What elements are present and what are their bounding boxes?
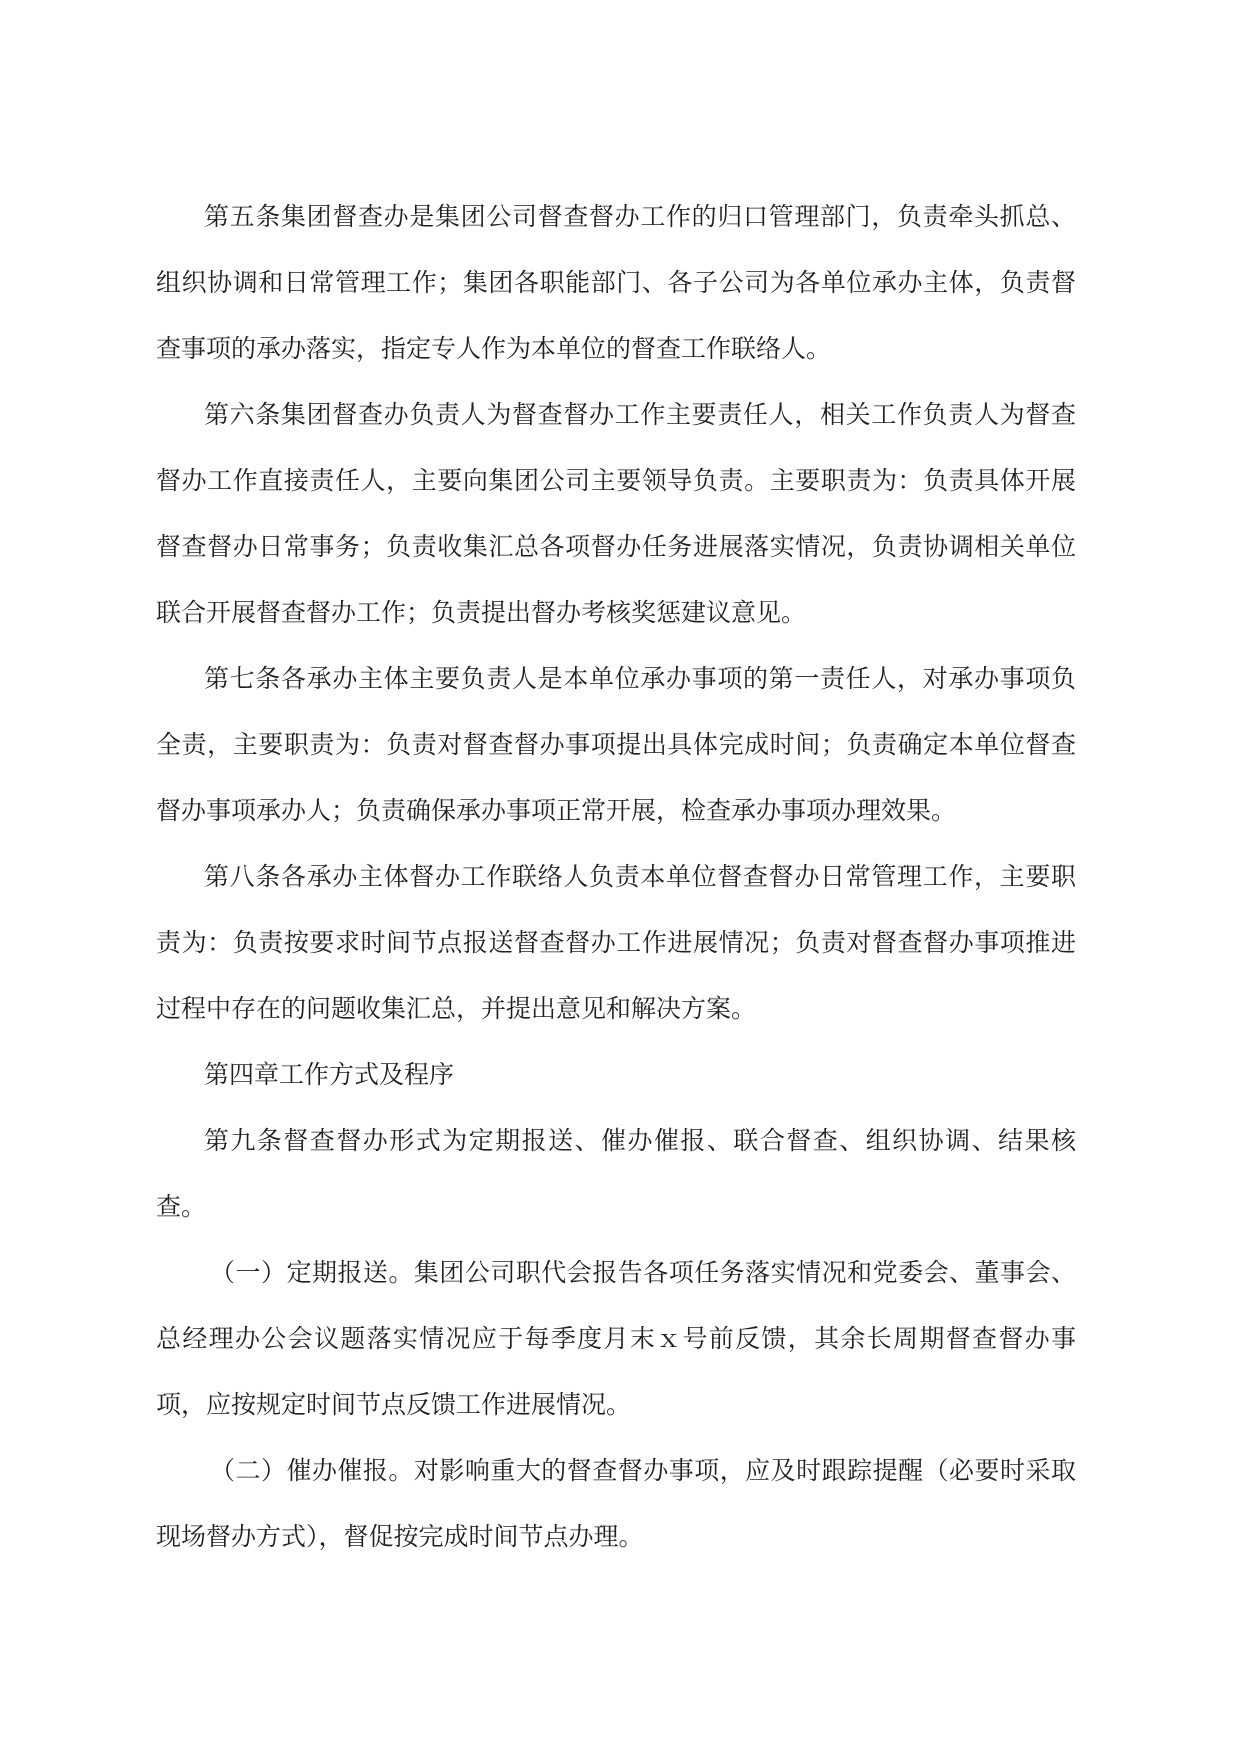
article-5-paragraph: 第五条集团督查办是集团公司督查督办工作的归口管理部门，负责牵头抓总、组织协调和日常管理工作；集团各职能部门、各子公司为各单位承办主体，负责督查事项的承办落实，指定专人作为本单位的督查工作联络人。 [156, 202, 1076, 363]
article-6-paragraph: 第六条集团督查办负责人为督查督办工作主要责任人，相关工作负责人为督查督办工作直接责任人，主要向集团公司主要领导负责。主要职责为：负责具体开展督查督办日常事务；负责收集汇总各项督办任务进展落实情况，负责协调相关单位联合开展督查督办工作；负责提出督办考核奖惩建议意见。 [156, 400, 1076, 627]
article-9-paragraph: 第九条督查督办形式为定期报送、催办催报、联合督查、组织协调、结果核查。 [156, 1126, 1076, 1221]
document-body [156, 184, 1076, 1570]
item-1-paragraph: （一）定期报送。集团公司职代会报告各项任务落实情况和党委会、董事会、总经理办公会议题落实情况应于每季度月末ｘ号前反馈，其余长周期督查督办事项，应按规定时间节点反馈工作进展情况。 [156, 1258, 1076, 1419]
article-7-paragraph: 第七条各承办主体主要负责人是本单位承办事项的第一责任人，对承办事项负全责，主要职责为：负责对督查督办事项提出具体完成时间；负责确定本单位督查督办事项承办人；负责确保承办事项正常开展，检查承办事项办理效果。 [156, 664, 1076, 825]
chapter-4-heading: 第四章工作方式及程序 [204, 1060, 455, 1089]
article-8-paragraph: 第八条各承办主体督办工作联络人负责本单位督查督办日常管理工作，主要职责为：负责按要求时间节点报送督查督办工作进展情况；负责对督查督办事项推进过程中存在的问题收集汇总，并提出意见和解决方案。 [156, 862, 1076, 1023]
item-2-paragraph: （二）催办催报。对影响重大的督查督办事项，应及时跟踪提醒（必要时采取现场督办方式），督促按完成时间节点办理。 [156, 1456, 1076, 1551]
